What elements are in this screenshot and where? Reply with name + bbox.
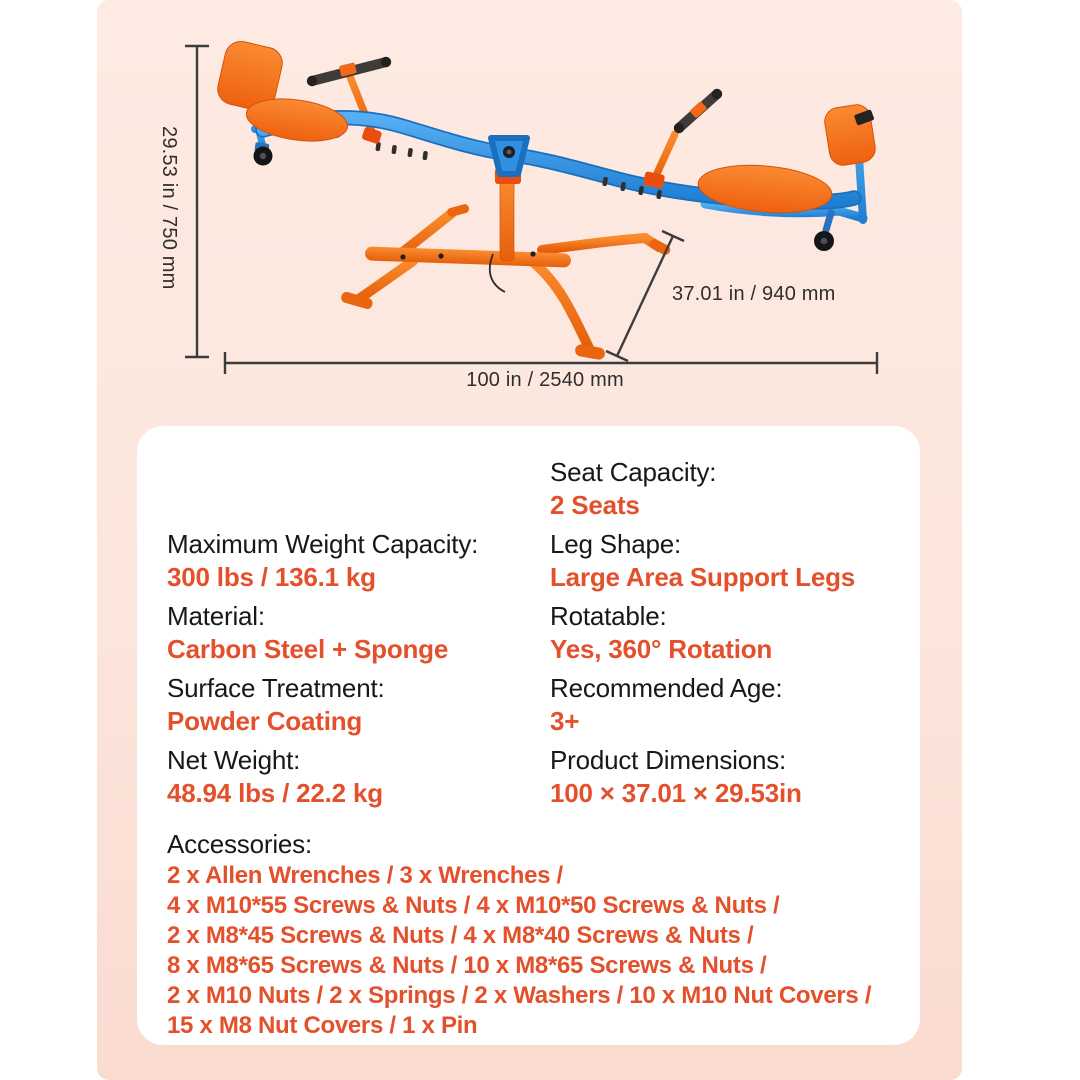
accessories-line: 2 x M8*45 Screws & Nuts / 4 x M8*40 Screws & Nuts / <box>167 922 754 949</box>
spec-label: Net Weight: <box>167 745 301 775</box>
right-handle-stem <box>654 134 675 180</box>
spec-item-leg-shape <box>550 528 890 594</box>
spec-label: Surface Treatment: <box>167 673 385 703</box>
height-dimension-label: 29.53 in / 750 mm <box>158 126 180 290</box>
spec-label: Product Dimensions: <box>550 745 787 775</box>
accessories-line: 2 x Allen Wrenches / 3 x Wrenches / <box>167 862 563 889</box>
spec-value: Carbon Steel + Sponge <box>167 634 449 664</box>
pink-panel <box>97 0 962 1080</box>
depth-dimension-label: 37.01 in / 940 mm <box>672 283 836 305</box>
spec-label: Seat Capacity: <box>550 457 717 487</box>
spec-value: 2 Seats <box>550 490 640 520</box>
left-handle-stem <box>349 74 374 137</box>
spec-value: 48.94 lbs / 22.2 kg <box>167 778 383 808</box>
spec-item-max-weight <box>167 528 550 594</box>
spec-value: Powder Coating <box>167 706 363 736</box>
spec-label: Material: <box>167 601 265 631</box>
pivot-column <box>500 175 514 261</box>
accessories-section <box>167 828 890 1041</box>
spec-item-net-weight <box>167 744 550 810</box>
spec-value: 3+ <box>550 706 580 736</box>
spec-value: 100 × 37.01 × 29.53in <box>550 778 802 808</box>
left-handle-clamp <box>361 127 382 145</box>
spec-column-left <box>167 456 550 816</box>
accessories-line: 4 x M10*55 Screws & Nuts / 4 x M10*50 Screws & Nuts / <box>167 892 780 919</box>
spec-columns <box>167 456 890 816</box>
spec-value: 300 lbs / 136.1 kg <box>167 562 376 592</box>
accessories-label: Accessories: <box>167 829 312 859</box>
spec-item-surface-treatment <box>167 672 550 738</box>
spec-item-material <box>167 600 550 666</box>
spec-label: Leg Shape: <box>550 529 682 559</box>
spec-item-rotatable <box>550 600 890 666</box>
spec-value: Large Area Support Legs <box>550 562 856 592</box>
spec-item-recommended-age <box>550 672 890 738</box>
left-seat <box>215 38 351 147</box>
accessories-line: 8 x M8*65 Screws & Nuts / 10 x M8*65 Screws & Nuts / <box>167 952 767 979</box>
spec-label: Recommended Age: <box>550 673 783 703</box>
width-dimension-label: 100 in / 2540 mm <box>466 369 624 391</box>
spec-item-product-dimensions <box>550 744 890 810</box>
spec-value: Yes, 360° Rotation <box>550 634 773 664</box>
spec-label: Rotatable: <box>550 601 667 631</box>
pivot-hub <box>491 138 527 174</box>
accessories-line: 2 x M10 Nuts / 2 x Springs / 2 x Washers / 10 x M10 Nut Covers / <box>167 982 872 1009</box>
spec-column-right <box>550 456 890 816</box>
specs-card <box>137 426 920 1045</box>
dimension-diagram <box>97 0 962 420</box>
rotating-base <box>340 168 672 361</box>
seesaw-illustration <box>97 0 962 420</box>
spec-item-seat-capacity <box>550 456 890 522</box>
accessories-line: 15 x M8 Nut Covers / 1 x Pin <box>167 1012 478 1039</box>
spec-label: Maximum Weight Capacity: <box>167 529 479 559</box>
